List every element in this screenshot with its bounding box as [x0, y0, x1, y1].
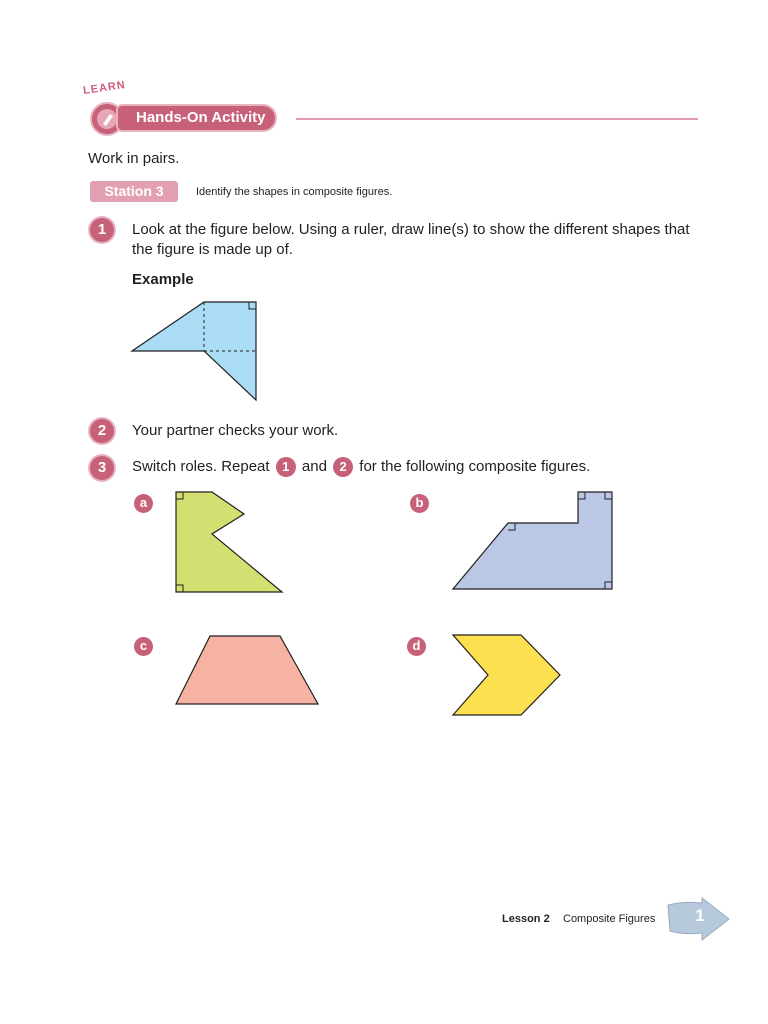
example-shape: [132, 302, 256, 400]
step-3-text-mid: and: [301, 458, 327, 475]
header-rule: [296, 118, 698, 120]
figure-d: [448, 632, 563, 717]
step-1-text: Look at the figure below. Using a ruler, draw line(s) to show the different shapes that the figure is made up of.: [132, 221, 690, 258]
step-3-text-before: Switch roles. Repeat: [132, 458, 270, 475]
intro-text: Work in pairs.: [88, 150, 180, 167]
figure-c: [172, 633, 322, 708]
section-title: Hands-On Activity: [118, 106, 275, 130]
figure-c-label: c: [134, 637, 153, 656]
figure-d-label: d: [407, 637, 426, 656]
example-label: Example: [132, 271, 194, 288]
figure-a: [172, 488, 292, 598]
step-2-text: Your partner checks your work.: [132, 422, 339, 439]
footer-lesson: Lesson 2: [502, 913, 550, 925]
step-number-3: 3: [90, 456, 114, 480]
figure-b-shape: [453, 492, 612, 589]
figure-a-shape: [176, 492, 282, 592]
step-ref-1: 1: [276, 457, 296, 477]
figure-d-shape: [453, 635, 560, 715]
figure-c-shape: [176, 636, 318, 704]
station-badge: Station 3: [90, 181, 178, 202]
step-ref-2: 2: [333, 457, 353, 477]
figure-b: [450, 488, 620, 598]
figure-a-label: a: [134, 494, 153, 513]
step-number-2: 2: [90, 419, 114, 443]
example-figure: [128, 297, 268, 407]
step-3-text-after: for the following composite figures.: [359, 458, 591, 475]
figure-b-label: b: [410, 494, 429, 513]
footer-title: Composite Figures: [563, 913, 656, 925]
step-3-text: [132, 457, 590, 477]
station-description: Identify the shapes in composite figures.: [196, 186, 393, 198]
page-number: 1: [695, 906, 705, 925]
step-number-1: 1: [90, 218, 114, 242]
learn-label: LEARN: [82, 79, 127, 97]
